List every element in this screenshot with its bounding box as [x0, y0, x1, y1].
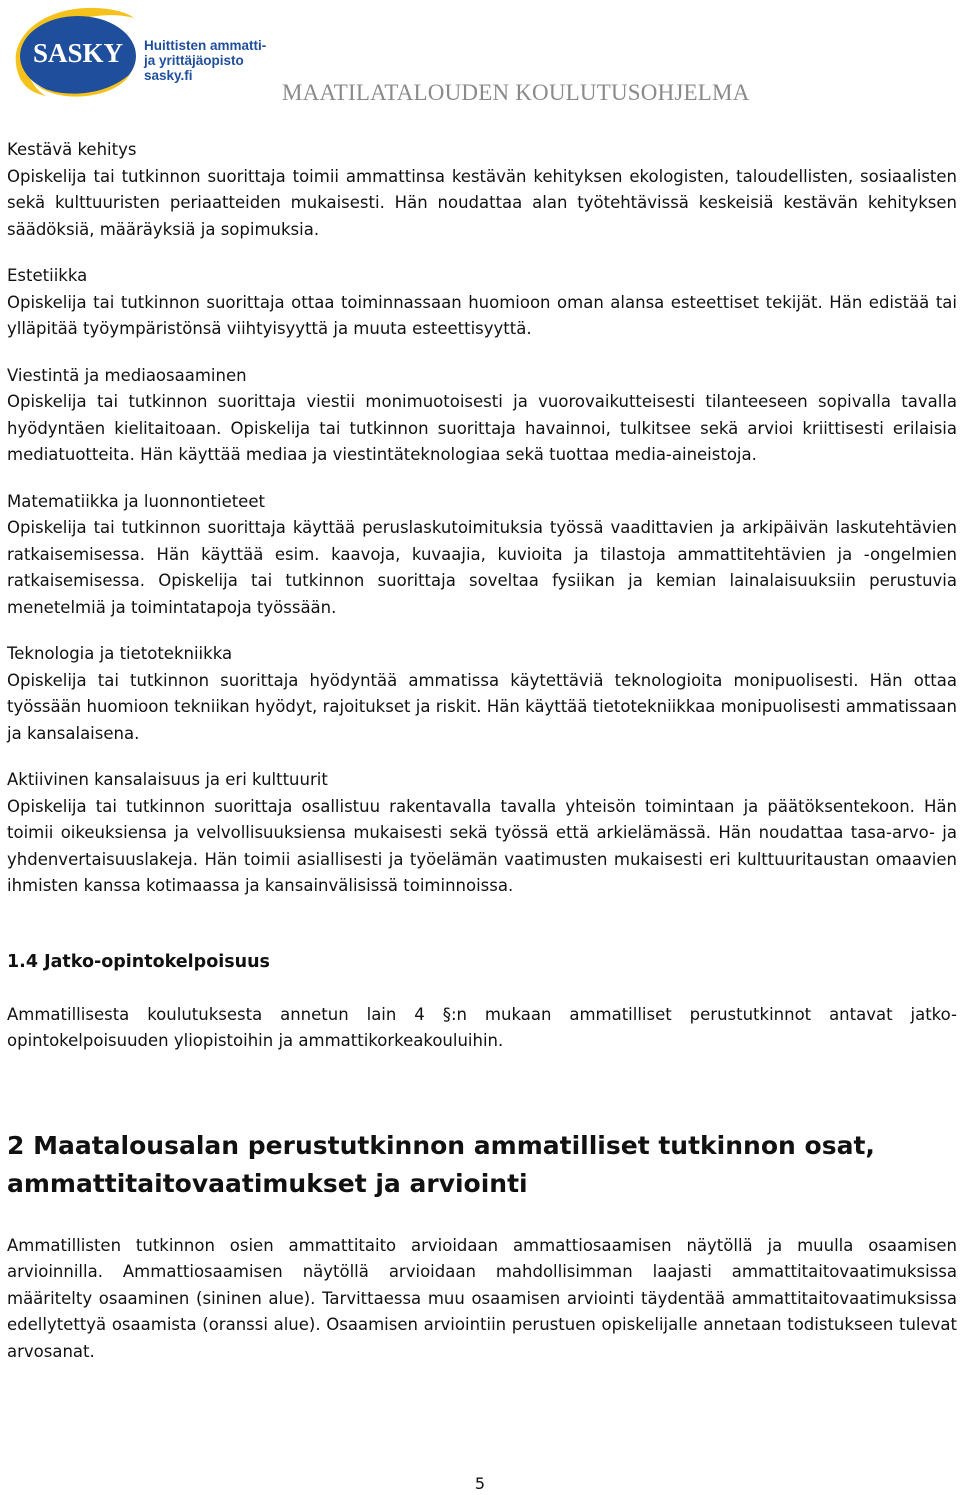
section-text: Opiskelija tai tutkinnon suorittaja ottaa toiminnassaan huomioon oman alansa esteettiset tekijät. Hän edistää tai ylläpitää työympäristönsä viihtyisyyttä ja muuta esteettisyyttä.: [7, 292, 957, 338]
chapter-title: 2 Maatalousalan perustutkinnon ammatilliset tutkinnon osat, ammattitaitovaatimukset ja arviointi: [7, 1130, 875, 1198]
section-estetiikka: [7, 263, 957, 343]
document-title: MAATILATALOUDEN KOULUTUSOHJELMA: [282, 80, 750, 105]
section-heading: Aktiivinen kansalaisuus ja eri kulttuurit: [7, 770, 328, 789]
content-body: [7, 137, 957, 1365]
section-text: Opiskelija tai tutkinnon suorittaja osallistuu rakentavalla tavalla yhteisön toimintaan ja päätöksentekoon. Hän toimii oikeuksiensa ja velvollisuuksiensa mukaisesti sekä työssä että arkielämässä. Hän noudattaa tasa-arvo- ja yhdenvertaisuuslakeja. Hän toimii asiallisesti ja työelämän vaatimusten mukaisesti eri kulttuuritaustan omaavien ihmisten kanssa kotimaassa ja kansainvälisissä toiminnoissa.: [7, 796, 957, 895]
logo-brand: SASKY: [32, 38, 124, 68]
logo-line1: Huittisten ammatti-: [144, 38, 267, 53]
section-kestava-kehitys: [7, 137, 957, 243]
section-matematiikka: [7, 489, 957, 622]
subsection-text: Ammatillisesta koulutuksesta annetun lain 4 §:n mukaan ammatilliset perustutkinnot antavat jatko-opintokelpoisuuden yliopistoihin ja ammattikorkeakouluihin.: [7, 1004, 957, 1050]
section-viestinta: [7, 363, 957, 469]
section-heading: Viestintä ja mediaosaaminen: [7, 365, 247, 385]
section-heading: Teknologia ja tietotekniikka: [7, 644, 233, 663]
subsection-title: 1.4 Jatko-opintokelpoisuus: [7, 951, 270, 972]
section-text: Opiskelija tai tutkinnon suorittaja hyödyntää ammatissa käytettäviä teknologioita monipuolisesti. Hän ottaa työssään huomioon tekniikan hyödyt, rajoitukset ja riskit. Hän käyttää tietotekniikkaa monipuolisesti ammatissaan ja kansalaisena.: [7, 670, 957, 743]
section-teknologia: [7, 641, 957, 747]
section-heading: Kestävä kehitys: [7, 140, 137, 159]
section-text: Opiskelija tai tutkinnon suorittaja toimii ammattinsa kestävän kehityksen ekologisten, taloudellisten, sosiaalisten sekä kulttuuristen periaatteiden mukaisesti. Hän noudattaa alan työtehtävissä keskeisiä kestävän kehityksen säädöksiä, määräyksiä ja sopimuksia.: [7, 166, 957, 239]
section-kansalaisuus: [7, 767, 957, 900]
section-heading: Estetiikka: [7, 266, 88, 285]
page-number: 5: [474, 1474, 486, 1493]
section-heading: Matematiikka ja luonnontieteet: [7, 491, 265, 511]
logo-url: sasky.fi: [144, 68, 193, 83]
sasky-logo: [6, 4, 270, 102]
section-text: Opiskelija tai tutkinnon suorittaja käyttää peruslaskutoimituksia työssä vaadittavien ja arkipäivän laskutehtävien ratkaisemisessa. Hän käyttää esim. kaavoja, kuvaajia, kuvioita ja tilastoja ammattitehtävien ja -ongelmien ratkaisemisessa. Opiskelija tai tutkinnon suorittaja soveltaa fysiikan ja kemian lainalaisuuksiin perustuvia menetelmiä ja toimintatapoja työssään.: [7, 518, 957, 617]
logo-line2: ja yrittäjäopisto: [144, 53, 244, 68]
chapter-text: Ammatillisten tutkinnon osien ammattitaito arvioidaan ammattiosaamisen näytöllä ja muulla osaamisen arvioinnilla. Ammattiosaamisen näytöllä arvioidaan mahdollisimman laajasti ammattitaitovaatimuksissa määritelty osaaminen (sininen alue). Tarvittaessa muu osaamisen arviointi täydentää ammattitaitovaatimuksissa edellytettyä osaamista (oranssi alue). Osaamisen arviointiin perustuen opiskelijalle annetaan todistukseen tulevat arvosanat.: [7, 1235, 957, 1361]
section-text: Opiskelija tai tutkinnon suorittaja viestii monimuotoisesti ja vuorovaikutteisesti tilanteeseen sopivalla tavalla hyödyntäen kielitaitoaan. Opiskelija tai tutkinnon suorittaja havainnoi, tulkitsee sekä arvioi kriittisesti erilaisia mediatuotteita. Hän käyttää mediaa ja viestintäteknologiaa sekä tuottaa media-aineistoja.: [7, 392, 957, 464]
